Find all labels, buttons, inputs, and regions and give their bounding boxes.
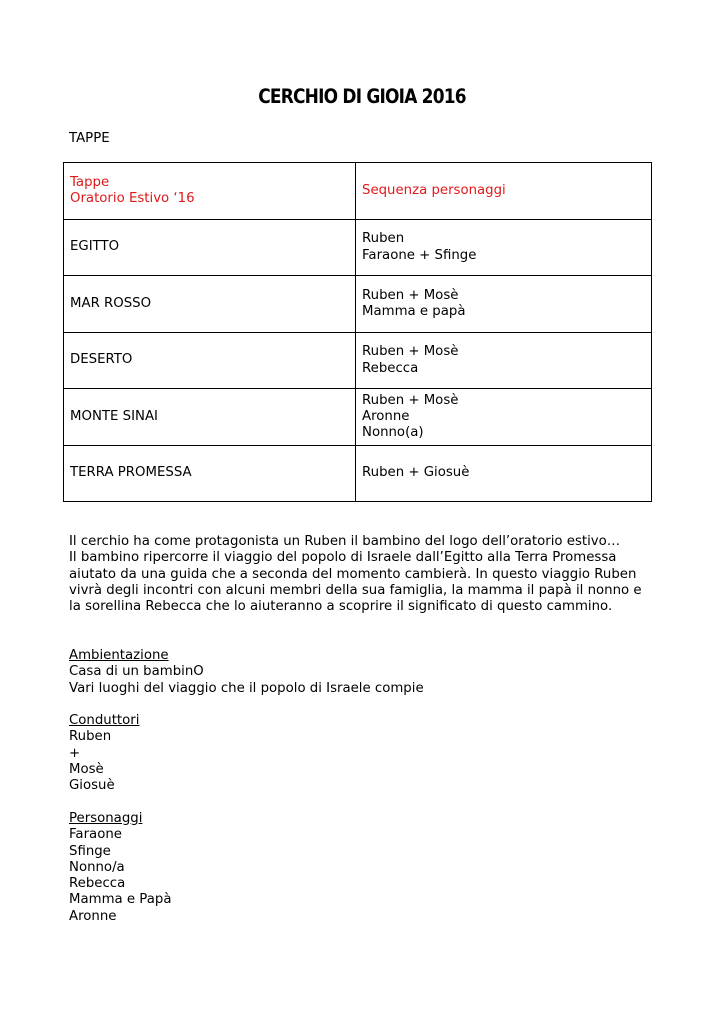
list-item: +	[69, 745, 81, 761]
personaggi-section	[69, 811, 171, 925]
list-item: Giosuè	[69, 778, 115, 794]
character-line: Ruben + Mosè	[362, 392, 459, 408]
character-line: Ruben + Mosè	[362, 344, 459, 360]
stage-cell: DESERTO	[64, 333, 356, 389]
character-line: Ruben + Giosuè	[362, 465, 470, 481]
stage-cell: EGITTO	[64, 220, 356, 276]
stage-cell: MONTE SINAI	[64, 389, 356, 446]
characters-cell	[356, 446, 652, 502]
section-heading: Conduttori	[69, 713, 140, 728]
character-line: Rebecca	[362, 360, 419, 376]
list-item: Ruben	[69, 729, 112, 745]
characters-cell	[356, 389, 652, 446]
list-item: Aronne	[69, 908, 117, 924]
intro-line: aiutato da una guida che a seconda del momento cambierà. In questo viaggio Ruben	[69, 566, 637, 582]
table-row	[64, 276, 652, 333]
characters-cell	[356, 276, 652, 333]
header-line: Tappe	[70, 174, 110, 190]
list-item: Faraone	[69, 827, 122, 843]
section-label: TAPPE	[69, 131, 110, 146]
intro-paragraph	[69, 534, 669, 615]
table-row	[64, 446, 652, 502]
intro-line: Il bambino ripercorre il viaggio del popolo di Israele dall’Egitto alla Terra Promessa	[69, 550, 617, 566]
table-row	[64, 333, 652, 389]
header-cell-stages	[64, 163, 356, 220]
character-line: Mamma e papà	[362, 304, 466, 319]
characters-cell	[356, 333, 652, 389]
list-item: Nonno/a	[69, 859, 125, 875]
stages-table	[63, 162, 652, 502]
header-line: Oratorio Estivo ‘16	[70, 191, 195, 206]
intro-line: la sorellina Rebecca che lo aiuteranno a scoprire il significato di questo cammino.	[69, 599, 613, 615]
page-title: CERCHIO DI GIOIA 2016	[258, 85, 466, 109]
intro-line: Il cerchio ha come protagonista un Ruben il bambino del logo dell’oratorio estivo…	[69, 534, 621, 549]
character-line: Ruben	[362, 231, 405, 247]
list-item: Sfinge	[69, 843, 111, 859]
list-item: Rebecca	[69, 876, 126, 892]
table-header-row	[64, 163, 652, 220]
table-row	[64, 389, 652, 446]
characters-cell	[356, 220, 652, 276]
list-item: Casa di un bambinO	[69, 664, 204, 680]
character-line: Nonno(a)	[362, 425, 424, 441]
list-item: Mosè	[69, 761, 104, 777]
section-heading: Ambientazione	[69, 648, 169, 663]
conduttori-section	[69, 713, 139, 794]
intro-line: vivrà degli incontri con alcuni membri della sua famiglia, la mamma il papà il nonno e	[69, 582, 642, 598]
character-line: Aronne	[362, 408, 410, 424]
character-line: Ruben + Mosè	[362, 287, 459, 303]
header-cell-characters	[356, 163, 652, 220]
list-item: Mamma e Papà	[69, 892, 172, 908]
table-row	[64, 220, 652, 276]
section-heading: Personaggi	[69, 811, 143, 826]
header-line: Sequenza personaggi	[362, 182, 506, 198]
character-line: Faraone + Sfinge	[362, 247, 477, 263]
list-item: Vari luoghi del viaggio che il popolo di Israele compie	[69, 680, 424, 696]
stage-cell: TERRA PROMESSA	[64, 446, 356, 502]
stage-cell: MAR ROSSO	[64, 276, 356, 333]
ambientazione-section	[69, 648, 424, 697]
